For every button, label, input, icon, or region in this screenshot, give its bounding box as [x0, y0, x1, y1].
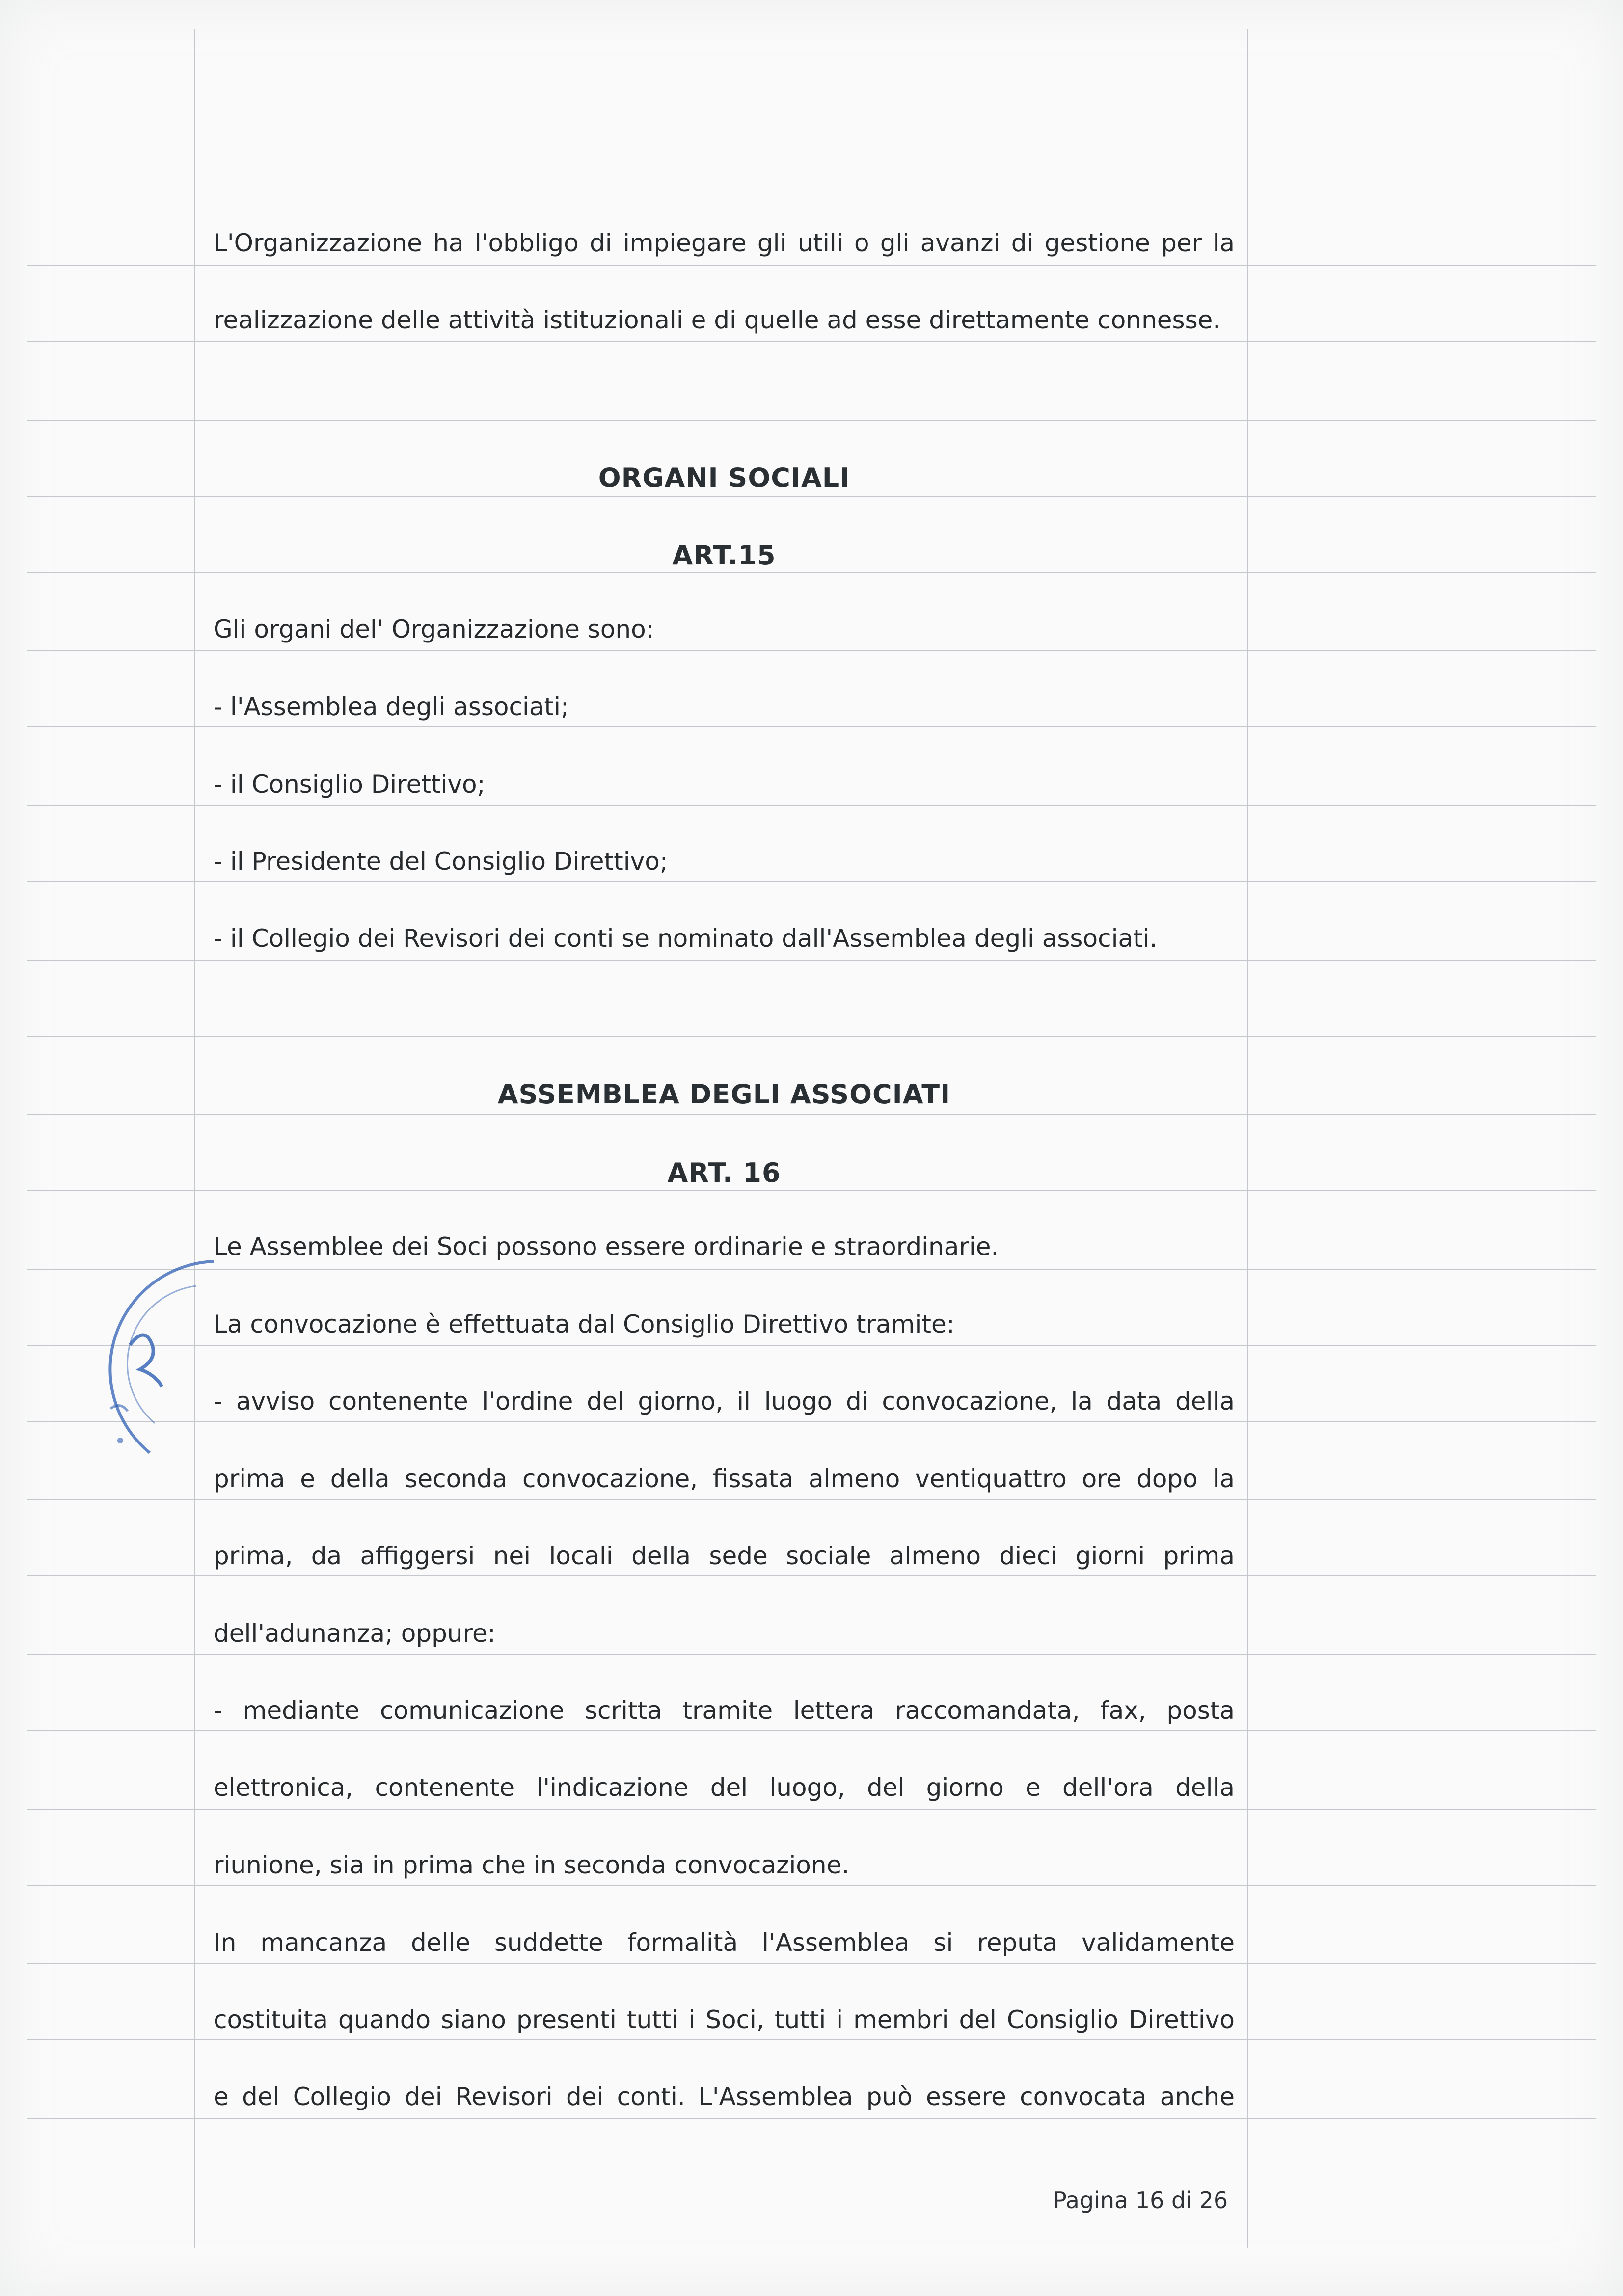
assemblea-line-12: e del Collegio dei Revisori dei conti. L'Assemblea può essere convocata anche	[214, 2082, 1235, 2111]
ruled-line	[27, 1885, 1596, 1886]
article-16-heading: ART. 16	[667, 1157, 781, 1188]
organi-line-2: - l'Assemblea degli associati;	[214, 693, 569, 721]
ruled-line	[27, 1269, 1596, 1270]
organi-line-4: - il Presidente del Consiglio Direttivo;	[214, 847, 668, 876]
ruled-line	[27, 1730, 1596, 1731]
assemblea-line-7: - mediante comunicazione scritta tramite lettera raccomandata, fax, posta	[214, 1696, 1235, 1725]
ruled-line	[27, 1190, 1596, 1191]
ruled-line	[27, 1963, 1596, 1964]
ruled-line	[27, 1575, 1596, 1576]
section-title-assemblea: ASSEMBLEA DEGLI ASSOCIATI	[497, 1079, 951, 1110]
ruled-line	[27, 496, 1596, 497]
ruled-line	[27, 650, 1596, 651]
ruled-line	[27, 1036, 1596, 1037]
ruled-line	[27, 341, 1596, 342]
assemblea-line-3: - avviso contenente l'ordine del giorno, il luogo di convocazione, la data della	[214, 1387, 1235, 1415]
ruled-line	[27, 1421, 1596, 1422]
ruled-line	[27, 1114, 1596, 1115]
assemblea-line-8: elettronica, contenente l'indicazione del luogo, del giorno e dell'ora della	[214, 1773, 1235, 1802]
ruled-line	[27, 1809, 1596, 1810]
assemblea-line-6: dell'adunanza; oppure:	[214, 1619, 496, 1648]
section-title-organi-sociali: ORGANI SOCIALI	[598, 462, 850, 493]
page-number: Pagina 16 di 26	[1053, 2187, 1228, 2214]
intro-line-2: realizzazione delle attività istituzionali e di quelle ad esse direttamente connesse.	[214, 306, 1221, 334]
seal-stamp-icon	[91, 1247, 238, 1472]
right-margin-line	[1247, 29, 1248, 2248]
assemblea-line-1: Le Assemblee dei Soci possono essere ordinarie e straordinarie.	[214, 1232, 999, 1261]
assemblea-line-11: costituita quando siano presenti tutti i Soci, tutti i membri del Consiglio Direttivo	[214, 2005, 1235, 2034]
ruled-line	[27, 420, 1596, 421]
ruled-line	[27, 881, 1596, 882]
ruled-line	[27, 960, 1596, 961]
ruled-line	[27, 265, 1596, 266]
assemblea-line-2: La convocazione è effettuata dal Consiglio Direttivo tramite:	[214, 1310, 955, 1338]
organi-line-1: Gli organi del' Organizzazione sono:	[214, 615, 654, 643]
article-15-heading: ART.15	[672, 540, 776, 571]
intro-line-1: L'Organizzazione ha l'obbligo di impiegare gli utili o gli avanzi di gestione per la	[214, 229, 1235, 257]
assemblea-line-10: In mancanza delle suddette formalità l'Assemblea si reputa validamente	[214, 1928, 1235, 1957]
ruled-line	[27, 1345, 1596, 1346]
ruled-line	[27, 572, 1596, 573]
ruled-line	[27, 1654, 1596, 1655]
ruled-line	[27, 726, 1596, 727]
left-margin-line	[194, 29, 195, 2248]
assemblea-line-5: prima, da affiggersi nei locali della sede sociale almeno dieci giorni prima	[214, 1542, 1235, 1570]
assemblea-line-4: prima e della seconda convocazione, fissata almeno ventiquattro ore dopo la	[214, 1465, 1235, 1493]
assemblea-line-9: riunione, sia in prima che in seconda convocazione.	[214, 1851, 850, 1879]
ruled-line	[27, 1499, 1596, 1500]
organi-line-3: - il Consiglio Direttivo;	[214, 770, 486, 799]
ruled-line	[27, 2039, 1596, 2040]
organi-line-5: - il Collegio dei Revisori dei conti se nominato dall'Assemblea degli associati.	[214, 924, 1158, 953]
ruled-line	[27, 805, 1596, 806]
ruled-line	[27, 2118, 1596, 2119]
